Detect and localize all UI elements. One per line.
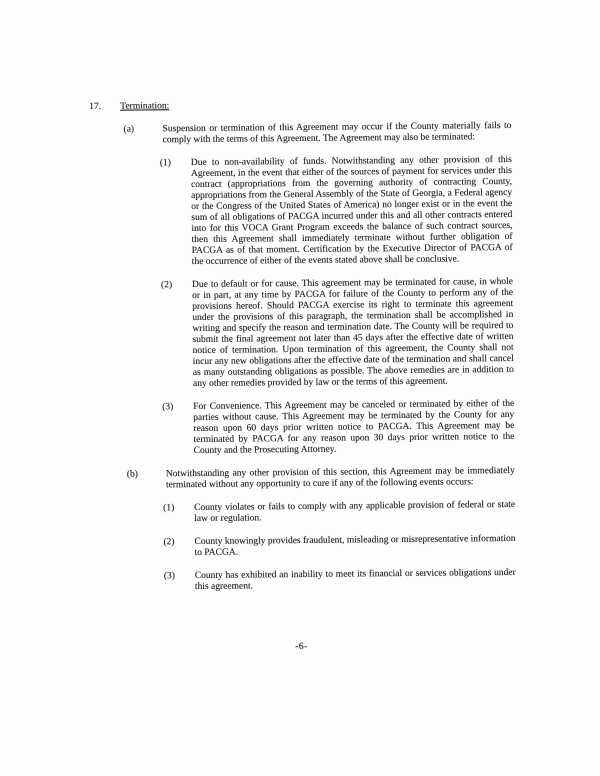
clause-a-sub-1-text: Due to non-availability of funds. Notwithstanding any other provision of this Agreement, in the event that either of the sources of payment for services under this contract (appropriations from the governing authority of contracting County, appropriations from the General Assembly of the State of Georgia, a Federal agency or the Congress of the United States of America) no longer exist or in the event the sum of all obligations of PACGA incurred under this and all other contracts entered into for this VOCA Grant Program exceeds the balance of such contract sources, then this Agreement shall immediately terminate without further obligation of PACGA as of that moment. Certification by the Executive Director of PACGA of the occurrence of either of the events stated above shall be conclusive. bbox=[190, 154, 513, 268]
clause-b-sub-2-marker: (2) bbox=[163, 537, 175, 548]
clause-b-sub-1-text: County violates or fails to comply with any applicable provision of federal or state law or regulation. bbox=[194, 499, 516, 525]
clause-b-sub-3 bbox=[164, 567, 600, 593]
clause-a-sub-3 bbox=[162, 398, 600, 457]
clause-b-sub-1 bbox=[163, 499, 600, 525]
clause-a-sub-3-text: For Convenience. This Agreement may be canceled or terminated by either of the parties without cause. This Agreement may be terminated by the County for any reason upon 60 days prior written notice to PACGA. This Agreement may be terminated by PACGA for any reason upon 30 days prior written notice to the County and the Prosecuting Attorney. bbox=[193, 398, 515, 457]
clause-a bbox=[123, 120, 597, 147]
clause-a-marker: (a) bbox=[123, 124, 135, 135]
section-title: Termination: bbox=[120, 101, 170, 112]
clause-a-text: Suspension or termination of this Agreement may occur if the County materially fails to comply with the terms of this Agreement. The Agreement may also be terminated: bbox=[162, 120, 512, 146]
clause-b-sub-3-marker: (3) bbox=[163, 571, 175, 582]
clause-a-sub-2-marker: (2) bbox=[160, 280, 173, 291]
clause-b-text: Notwithstanding any other provision of this section, this Agreement may be immediately terminated without any opportunity to cure if any of the following events occurs: bbox=[165, 465, 515, 491]
section-number: 17. bbox=[89, 101, 102, 113]
section-heading bbox=[89, 97, 597, 113]
clause-b-sub-2-text: County knowingly provides fraudulent, misleading or misrepresentative information to PACGA. bbox=[194, 533, 516, 559]
clause-b bbox=[127, 465, 600, 492]
clause-b-sub-2 bbox=[163, 533, 600, 559]
page-number: -6- bbox=[295, 641, 308, 653]
clause-a-sub-1 bbox=[160, 154, 599, 268]
clause-a-sub-3-marker: (3) bbox=[162, 402, 174, 413]
clause-b-sub-1-marker: (1) bbox=[163, 503, 175, 514]
clause-b-sub-3-text: County has exhibited an inability to meet its financial or services obligations under this agreement. bbox=[194, 567, 516, 593]
clause-a-sub-2-text: Due to default or for cause. This agreement may be terminated for cause, in whole or in part, at any time by PACGA for failure of the County to perform any of the provisions hereof. Should PACGA exercise its right to terminate this agreement under the provisions of this paragraph, the termination shall be accomplished in writing and specify the reason and termination date. The County will be required to submit the final agreement not later than 45 days after the effective date of written notice of termination. Upon termination of this agreement, the County shall not incur any new obligations after the effective date of the termination and shall cancel as many outstanding obligations as possible. The above remedies are in addition to any other remedies provided by law or the terms of this agreement. bbox=[191, 276, 514, 390]
clause-b-marker: (b) bbox=[126, 469, 138, 480]
clause-a-sub-2 bbox=[161, 276, 600, 390]
clause-a-sub-1-marker: (1) bbox=[159, 158, 171, 169]
